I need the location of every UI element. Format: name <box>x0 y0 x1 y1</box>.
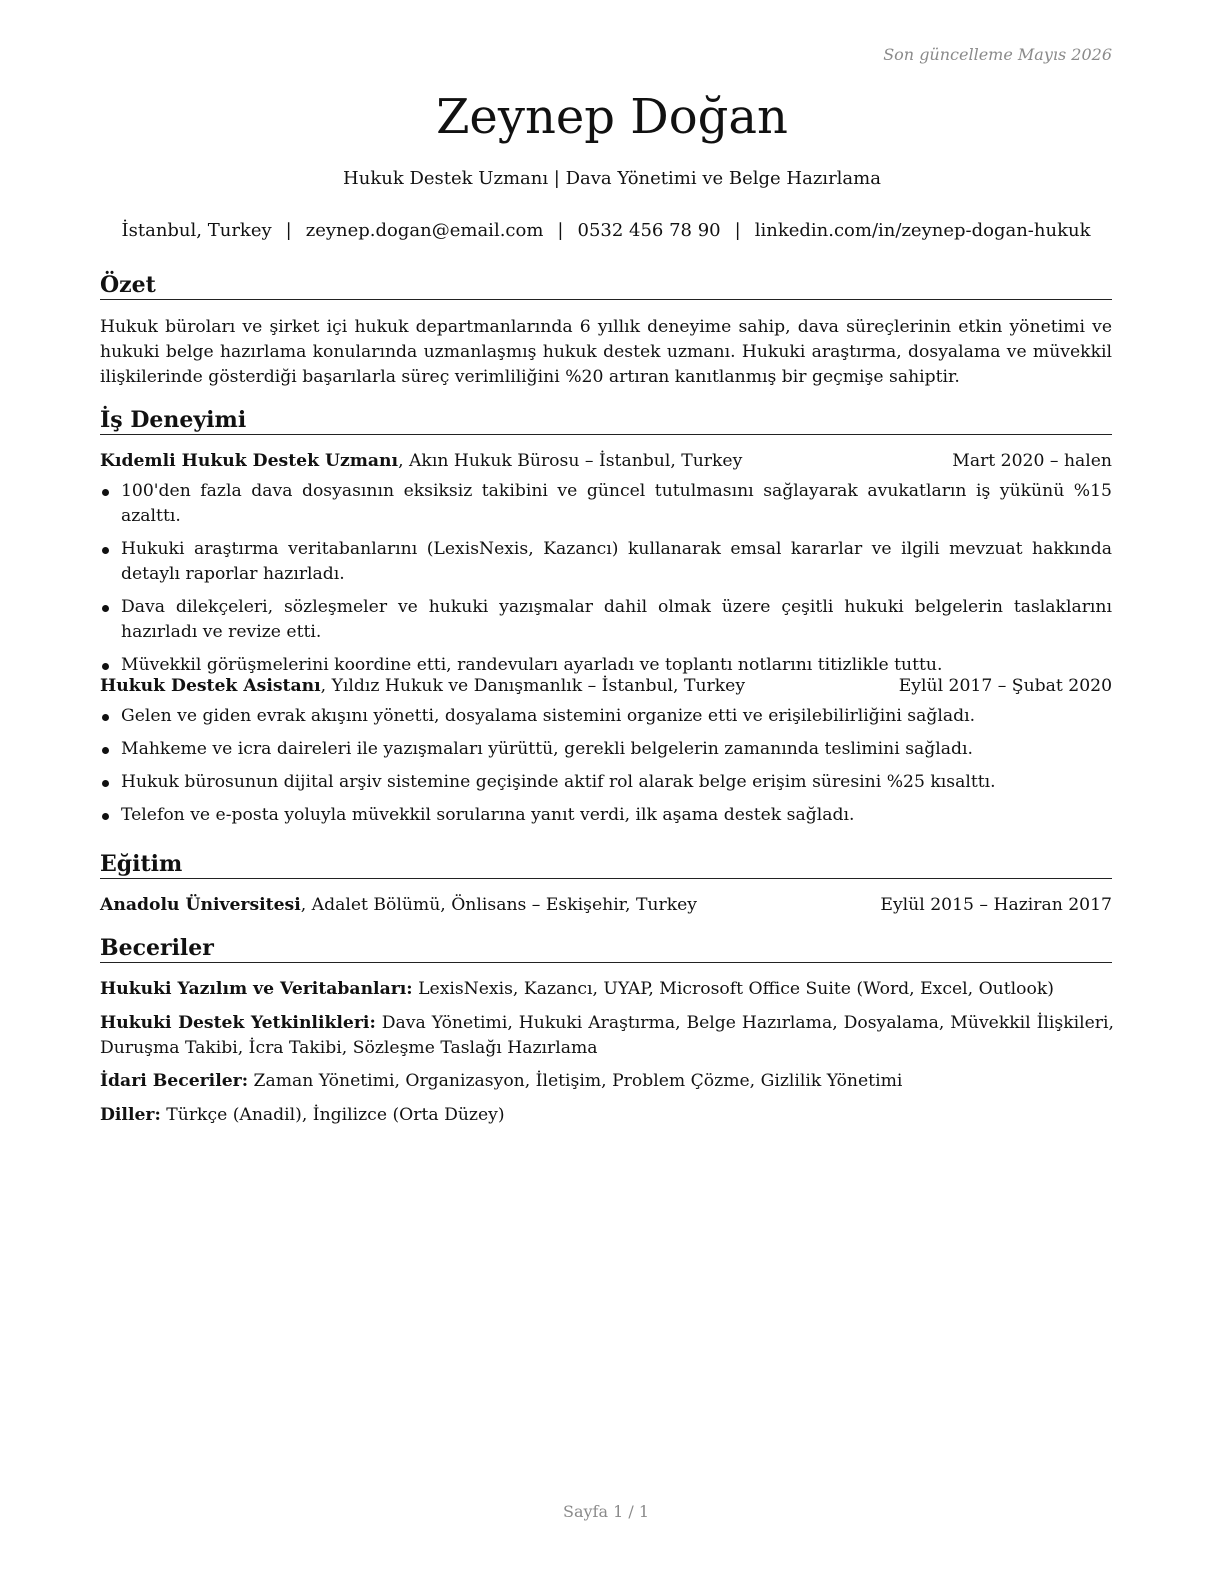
contact-linkedin-link[interactable]: linkedin.com/in/zeynep-dogan-hukuk <box>754 220 1091 241</box>
contact-line <box>0 219 1212 243</box>
list-item <box>100 537 1112 587</box>
bullet-text: Gelen ve giden evrak akışını yönetti, dosyalama sistemini organize etti ve erişilebilirliğini sağladı. <box>121 706 976 726</box>
job-dates: Eylül 2017 – Şubat 2020 <box>898 676 1112 696</box>
skill-group <box>100 977 1114 1002</box>
section-title-skills: Beceriler <box>100 934 1112 963</box>
bullet-text: Telefon ve e-posta yoluyla müvekkil sorularına yanıt verdi, ilk aşama destek sağladı. <box>121 805 855 825</box>
bullet-text: Hukuk bürosunun dijital arşiv sistemine geçişinde aktif rol alarak belge erişim süresini %25 kısalttı. <box>121 772 996 792</box>
skill-label: Hukuki Destek Yetkinlikleri: <box>100 1013 376 1033</box>
bullet-icon <box>102 813 109 820</box>
job-title-line <box>100 674 745 698</box>
job-role: Kıdemli Hukuk Destek Uzmanı <box>100 451 399 471</box>
list-item <box>100 803 1112 828</box>
skill-group <box>100 1011 1114 1061</box>
summary-text: Hukuk büroları ve şirket içi hukuk departmanlarında 6 yıllık deneyime sahip, dava süreçlerinin etkin yönetimi ve hukuki belge hazırlama konularında uzmanlaşmış hukuk destek uzmanı. Hukuki araştırma, dosyalama ve müvekkil ilişkilerinde gösterdiği başarılarla süreç verimliliğini %20 artıran kanıtlanmış bir geçmişe sahiptir. <box>100 317 1112 387</box>
contact-location: İstanbul, Turkey <box>121 220 272 241</box>
skill-group <box>100 1103 1114 1128</box>
bullet-text: Mahkeme ve icra daireleri ile yazışmaları yürüttü, gerekli belgelerin zamanında teslimini sağladı. <box>121 739 973 759</box>
job-header <box>100 674 1112 698</box>
bullet-icon <box>102 547 109 554</box>
contact-email-link[interactable]: zeynep.dogan@email.com <box>305 220 544 241</box>
education-detail: , Adalet Bölümü, Önlisans – Eskişehir, Turkey <box>300 895 697 915</box>
bullet-text: Hukuki araştırma veritabanlarını (LexisNexis, Kazancı) kullanarak emsal kararlar ve ilgili mevzuat hakkında detaylı raporlar hazırladı. <box>121 539 1112 584</box>
section-title-summary: Özet <box>100 271 1112 300</box>
job-title-line <box>100 449 742 473</box>
education-dates: Eylül 2015 – Haziran 2017 <box>880 895 1112 915</box>
list-item <box>100 770 1112 795</box>
list-item <box>100 479 1112 529</box>
page-number: Sayfa 1 / 1 <box>562 1502 649 1521</box>
list-item <box>100 737 1112 762</box>
job-role: Hukuk Destek Asistanı <box>100 676 321 696</box>
skill-value: LexisNexis, Kazancı, UYAP, Microsoft Office Suite (Word, Excel, Outlook) <box>412 979 1054 999</box>
bullet-icon <box>102 747 109 754</box>
bullet-icon <box>102 714 109 721</box>
education-entry <box>100 893 1112 917</box>
bullet-text: Dava dilekçeleri, sözleşmeler ve hukuki yazışmalar dahil olmak üzere çeşitli hukuki belgelerin taslaklarını hazırladı ve revize etti. <box>121 597 1112 642</box>
skill-label: Hukuki Yazılım ve Veritabanları: <box>100 979 413 999</box>
bullet-text: 100'den fazla dava dosyasının eksiksiz takibini ve güncel tutulmasını sağlayarak avukatların iş yükünü %15 azalttı. <box>121 481 1112 526</box>
education-title-line <box>100 893 697 917</box>
job-org: , Yıldız Hukuk ve Danışmanlık – İstanbul, Turkey <box>320 676 746 696</box>
skill-label: Diller: <box>100 1105 161 1125</box>
job-header <box>100 449 1112 473</box>
bullet-icon <box>102 605 109 612</box>
contact-separator: | <box>734 220 741 241</box>
skill-value: Dava Yönetimi, Hukuki Araştırma, Belge Hazırlama, Dosyalama, Müvekkil İlişkileri, Duruşma Takibi, İcra Takibi, Sözleşme Taslağı Hazırlama <box>100 1013 1114 1058</box>
last-updated-note: Son güncelleme Mayıs 2026 <box>883 45 1112 64</box>
headline: Hukuk Destek Uzmanı | Dava Yönetimi ve Belge Hazırlama <box>343 168 881 189</box>
contact-separator: | <box>285 220 292 241</box>
contact-phone: 0532 456 78 90 <box>577 220 721 241</box>
skill-value: Zaman Yönetimi, Organizasyon, İletişim, Problem Çözme, Gizlilik Yönetimi <box>248 1071 903 1091</box>
job-dates: Mart 2020 – halen <box>952 451 1112 471</box>
skill-value: Türkçe (Anadil), İngilizce (Orta Düzey) <box>160 1105 505 1125</box>
skill-label: İdari Beceriler: <box>100 1071 249 1091</box>
bullet-icon <box>102 780 109 787</box>
job-bullet-list <box>100 479 1112 686</box>
candidate-name: Zeynep Doğan <box>436 89 788 145</box>
section-title-experience: İş Deneyimi <box>100 406 1112 435</box>
job-bullet-list <box>100 704 1112 836</box>
education-school: Anadolu Üniversitesi <box>100 895 301 915</box>
bullet-icon <box>102 663 109 670</box>
list-item <box>100 704 1112 729</box>
skill-group <box>100 1069 1114 1094</box>
job-org: , Akın Hukuk Bürosu – İstanbul, Turkey <box>398 451 743 471</box>
list-item <box>100 595 1112 645</box>
section-title-education: Eğitim <box>100 850 1112 879</box>
bullet-text: Müvekkil görüşmelerini koordine etti, randevuları ayarladı ve toplantı notlarını titizlikle tuttu. <box>121 655 943 675</box>
contact-separator: | <box>557 220 564 241</box>
bullet-icon <box>102 489 109 496</box>
